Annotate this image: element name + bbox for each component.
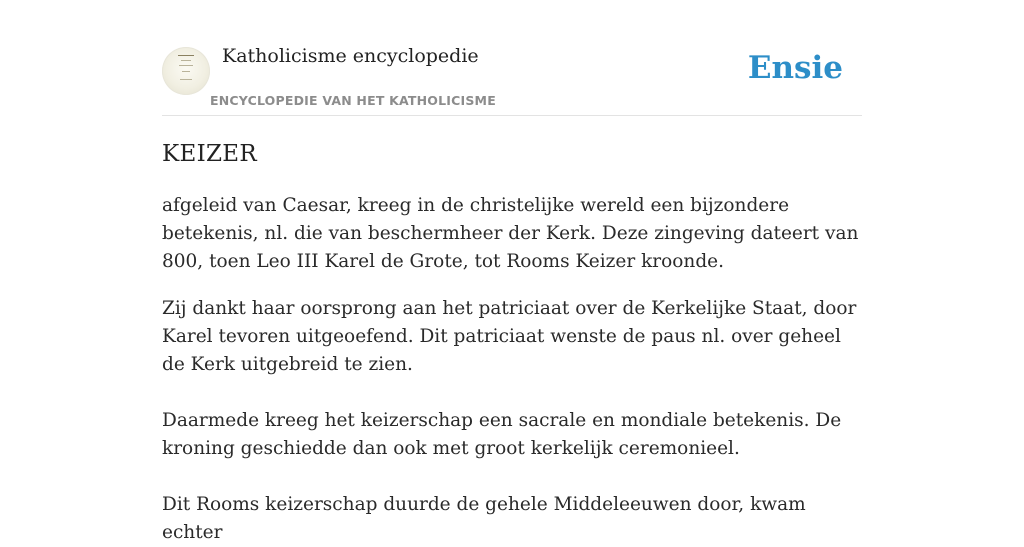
site-subtitle: ENCYCLOPEDIE VAN HET KATHOLICISME <box>210 93 496 108</box>
site-header <box>162 0 862 116</box>
book-cover-icon[interactable] <box>162 47 210 95</box>
article-paragraph: Zij dankt haar oorsprong aan het patriciaat over de Kerkelijke Staat, door Karel tevoren uitgeoefend. Dit patriciaat wenste de paus nl. over geheel de Kerk uitgebreid te zien. <box>162 298 857 375</box>
article-paragraph: Daarmede kreeg het keizerschap een sacrale en mondiale betekenis. De kroning geschiedde dan ook met groot kerkelijk ceremonieel. <box>162 410 842 459</box>
article <box>162 138 862 543</box>
site-title-link[interactable]: Katholicisme encyclopedie <box>222 45 479 67</box>
article-paragraph: Dit Rooms keizerschap duurde de gehele Middeleeuwen door, kwam echter <box>162 494 806 543</box>
ensie-logo-link[interactable]: Ensie <box>747 50 843 86</box>
entry-title: KEIZER <box>162 141 257 167</box>
article-paragraph: afgeleid van Caesar, kreeg in de christelijke wereld een bijzondere betekenis, nl. die van beschermheer der Kerk. Deze zingeving dateert van 800, toen Leo III Karel de Grote, tot Rooms Keizer kroonde. <box>162 195 859 272</box>
